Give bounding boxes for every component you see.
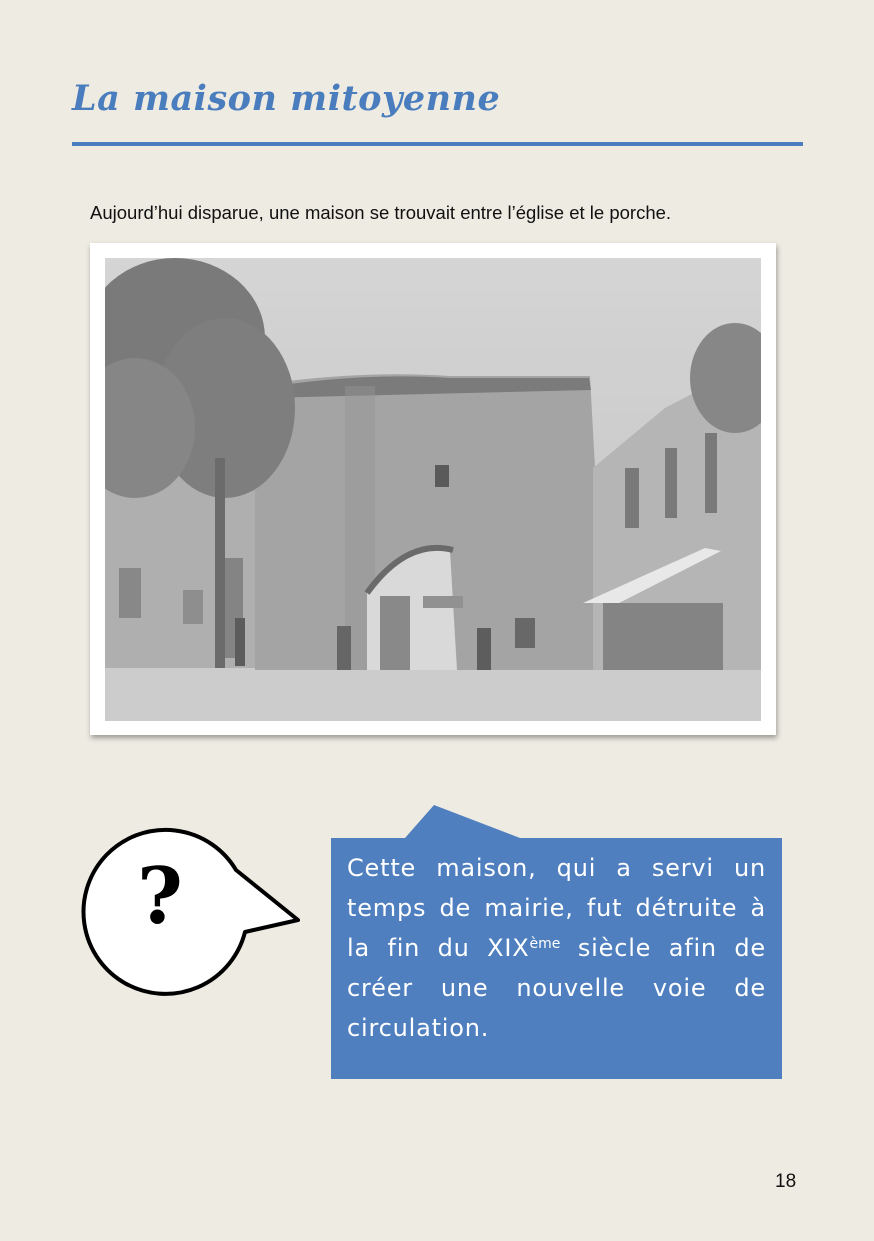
question-mark-icon: ? bbox=[137, 851, 183, 942]
photo-frame bbox=[90, 243, 776, 735]
historic-photo bbox=[105, 258, 761, 721]
superscript-eme: ème bbox=[529, 936, 561, 952]
intro-text: Aujourd’hui disparue, une maison se trouvait entre l’église et le porche. bbox=[90, 202, 672, 223]
title-underline bbox=[72, 142, 803, 146]
callout-text bbox=[347, 848, 766, 1048]
page-number: 18 bbox=[775, 1171, 797, 1192]
callout-text-part1: Cette maison, qui a servi un temps de mairie, fut détruite à la fin du XIX bbox=[347, 854, 766, 962]
page-title: La maison mitoyenne bbox=[72, 78, 501, 119]
callout-text-part2: siècle afin de créer une nouvelle voie de circulation. bbox=[347, 934, 766, 1042]
